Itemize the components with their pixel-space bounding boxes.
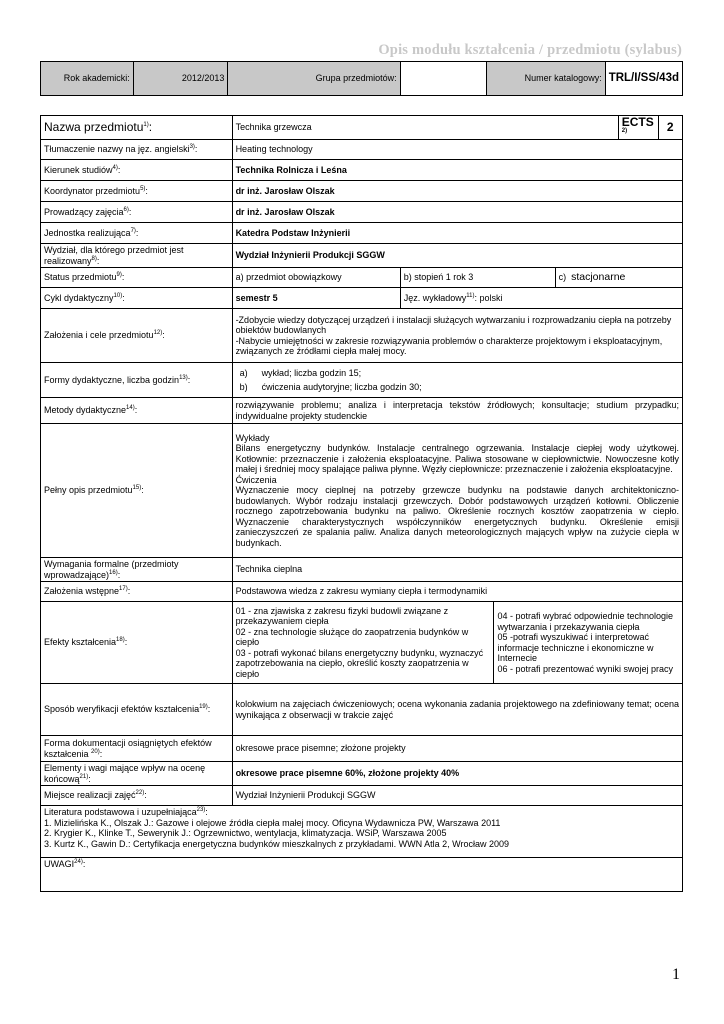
translation-value: Heating technology xyxy=(232,140,682,160)
requirements-label: Wymagania formalne (przedmioty wprowadzające)$^{16)}$: xyxy=(41,558,233,582)
methods-value: rozwiązywanie problemu; analiza i interpretacja tekstów źródłowych; konsultacje; studium przypadku; indywidualne projekty studenckie xyxy=(232,398,682,424)
forms-value xyxy=(232,363,682,398)
outcomes-left-value: 01 - zna zjawiska z zakresu fizyki budowli związane z przekazywaniem ciepła 02 - zna technologie służące do zaopatrzenia budynków w ciepło 03 - potrafi wykonać bilans energetyczny budynku, wyznaczyć zapotrzebowania na ciepło, określić koszty zaopatrzenia w ciepło xyxy=(232,602,494,684)
goals-label: Założenia i cele przedmiotu$^{12)}$: xyxy=(41,309,233,363)
prerequisites-label: Założenia wstępne$^{17)}$: xyxy=(41,582,233,602)
status-a-value: a) przedmiot obowiązkowy xyxy=(232,268,400,288)
academic-year-value: 2012/2013 xyxy=(133,62,228,96)
document-title: Opis modułu kształcenia / przedmiotu (sylabus) xyxy=(378,42,682,58)
cycle-label: Cykl dydaktyczny$^{10)}$: xyxy=(41,288,233,309)
literature-item: 1. Mizielińska K., Olszak J.: Gazowe i olejowe źródła ciepła małej mocy. Oficyna Wydawnicza PW, Warszawa 2011 xyxy=(44,817,501,828)
remarks-label: UWAGI$^{24)}$: xyxy=(44,859,86,869)
forms-list xyxy=(236,368,679,393)
status-c-value: c) stacjonarne xyxy=(555,268,682,288)
faculty-label: Wydział, dla którego przedmiot jest realizowany$^{8)}$: xyxy=(41,244,233,268)
documentation-value: okresowe prace pisemne; złożone projekty xyxy=(232,736,682,762)
coordinator-value: dr inż. Jarosław Olszak xyxy=(232,181,682,202)
methods-label: Metody dydaktyczne$^{14)}$: xyxy=(41,398,233,424)
outcomes-label: Efekty kształcenia$^{18)}$: xyxy=(41,602,233,684)
ects-label: ECTS $^{2)}$ xyxy=(618,116,658,140)
cycle-value: semestr 5 xyxy=(232,288,400,309)
status-label: Status przedmiotu$^{9)}$: xyxy=(41,268,233,288)
catalog-number-label: Numer katalogowy: xyxy=(487,62,606,96)
remarks-cell xyxy=(41,858,683,892)
literature-item: 3. Kurtz K., Gawin D.: Certyfikacja energetyczna budynków mieszkalnych z przykładami. WWN Atla 2, Wrocław 2009 xyxy=(44,838,510,849)
description-label: Pełny opis przedmiotu$^{15)}$: xyxy=(41,424,233,558)
verification-value: kolokwium na zajęciach ćwiczeniowych; ocena wykonania zadania projektowego na zdefiniowany temat; ocena wynikająca z obserwacji w trakcie zajęć xyxy=(232,684,682,736)
unit-label: Jednostka realizująca$^{7)}$: xyxy=(41,223,233,244)
language-value: Jęz. wykładowy$^{11)}$: polski xyxy=(400,288,682,309)
location-value: Wydział Inżynierii Produkcji SGGW xyxy=(232,786,682,806)
literature-label: Literatura podstawowa i uzupełniająca$^{23)}$: xyxy=(44,807,208,817)
subject-name-label: Nazwa przedmiotu$^{1)}$: xyxy=(41,116,233,140)
unit-value: Katedra Podstaw Inżynierii xyxy=(232,223,682,244)
catalog-number-value: TRL/I/SS/43d xyxy=(605,62,682,96)
faculty-value: Wydział Inżynierii Produkcji SGGW xyxy=(232,244,682,268)
literature-cell xyxy=(41,806,683,858)
goals-value: -Zdobycie wiedzy dotyczącej urządzeń i instalacji służących wytwarzaniu i rozprowadzaniu ciepła na potrzeby obiektów budowlanych -Nabycie umiejętności w zakresie rozwiązywania problemów o charakterze projektowym i eksploatacyjnym, związanych ze źródłami ciepła małej mocy. xyxy=(232,309,682,363)
top-info-table xyxy=(40,61,683,96)
academic-year-label: Rok akademicki: xyxy=(41,62,134,96)
literature-item: 2. Krygier K., Klinke T., Sewerynik J.: Ogrzewnictwo, wentylacja, klimatyzacja. WSiP, Warszawa 2005 xyxy=(44,828,447,838)
syllabus-table xyxy=(40,115,683,892)
status-b-value: b) stopień 1 rok 3 xyxy=(400,268,555,288)
coordinator-label: Koordynator przedmiotu$^{5)}$: xyxy=(41,181,233,202)
subject-group-label: Grupa przedmiotów: xyxy=(228,62,400,96)
subject-name-value: Technika grzewcza xyxy=(232,116,618,140)
subject-group-value xyxy=(400,62,486,96)
grading-value: okresowe prace pisemne 60%, złożone projekty 40% xyxy=(232,762,682,786)
field-of-study-label: Kierunek studiów$^{4)}$: xyxy=(41,160,233,181)
documentation-label: Forma dokumentacji osiągniętych efektów kształcenia $^{20)}$: xyxy=(41,736,233,762)
outcomes-right-value: 04 - potrafi wybrać odpowiednie technologie wytwarzania i przekazywania ciepła 05 -potrafi wyszukiwać i interpretować informacje techniczne i ekonomiczne w Internecie 06 - potrafi prezentować wyniki swojej pracy xyxy=(494,602,683,684)
forms-item: b) ćwiczenia audytoryjne; liczba godzin 30; xyxy=(239,382,422,392)
verification-label: Sposób weryfikacji efektów kształcenia$^{19)}$: xyxy=(41,684,233,736)
forms-label: Formy dydaktyczne, liczba godzin$^{13)}$: xyxy=(41,363,233,398)
prerequisites-value: Podstawowa wiedza z zakresu wymiany ciepła i termodynamiki xyxy=(232,582,682,602)
description-value: Wykłady Bilans energetyczny budynków. Instalacje centralnego ogrzewania. Instalacje ciepłej wody użytkowej. Kotłownie: przeznaczenie i założenia eksploatacyjne. Paliwa stosowane w ciepłownictwie. Nowoczesne kotły małej i średniej mocy spalające paliwa płynne. Węzły ciepłownicze: przeznaczenie i założenia eksploatacyjne. Ćwiczenia Wyznaczenie mocy cieplnej na potrzeby grzewcze budynku na podstawie danych architektoniczno-budowlanych. Wybór rodzaju instalacji grzewczych. Dobór podstawowych urządzeń kotłowni. Obliczenie rocznego zapotrzebowania budynku na paliwo. Określenie rocznych kosztów zaopatrzenia w ciepło. Wyznaczenie charakterystycznych współczynników energetycznych budynku. Określenie emisji zanieczyszczeń ze spalania paliw. Analiza danych meteorologicznych mających wpływ na zużycie ciepła w budynkach. xyxy=(232,424,682,558)
lecturer-value: dr inż. Jarosław Olszak xyxy=(232,202,682,223)
lecturer-label: Prowadzący zajęcia$^{6)}$: xyxy=(41,202,233,223)
forms-item: a) wykład; liczba godzin 15; xyxy=(239,367,362,378)
page-number: 1 xyxy=(672,966,680,983)
requirements-value: Technika cieplna xyxy=(232,558,682,582)
location-label: Miejsce realizacji zajęć$^{22)}$: xyxy=(41,786,233,806)
ects-value: 2 xyxy=(658,116,683,140)
translation-label: Tłumaczenie nazwy na jęz. angielski$^{3)}$: xyxy=(41,140,233,160)
field-of-study-value: Technika Rolnicza i Leśna xyxy=(232,160,682,181)
grading-label: Elementy i wagi mające wpływ na ocenę końcową$^{21)}$: xyxy=(41,762,233,786)
